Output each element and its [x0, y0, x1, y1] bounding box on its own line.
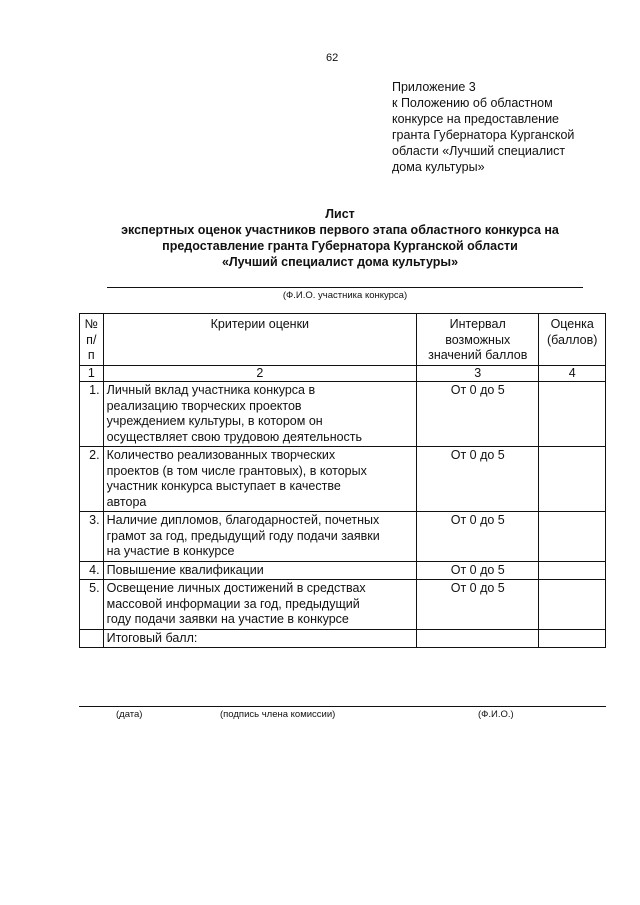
- total-interval-cell: [417, 629, 539, 648]
- signature-line[interactable]: [79, 706, 606, 707]
- row-interval: От 0 до 5: [417, 382, 539, 447]
- row-number: 4.: [80, 561, 104, 580]
- row-criteria: Освещение личных достижений в средствах массовой информации за год, предыдущий году подачи заявки на участие в конкурсе: [103, 580, 416, 630]
- index-cell: 4: [539, 365, 606, 382]
- appendix-line: гранта Губернатора Курганской: [392, 128, 575, 142]
- total-row: [80, 629, 606, 648]
- row-interval: От 0 до 5: [417, 561, 539, 580]
- title-line: Лист: [325, 207, 355, 221]
- index-cell: 2: [103, 365, 416, 382]
- row-score-cell[interactable]: [539, 382, 606, 447]
- appendix-note: [392, 79, 622, 175]
- date-caption: (дата): [116, 709, 143, 720]
- row-criteria: Личный вклад участника конкурса в реализацию творческих проектов учреждением культуры, в котором он осуществляет свою трудовою деятельность: [103, 382, 416, 447]
- name-caption: (Ф.И.О.): [478, 709, 514, 720]
- total-score-cell[interactable]: [539, 629, 606, 648]
- row-criteria: Наличие дипломов, благодарностей, почетных грамот за год, предыдущий году подачи заявки на участие в конкурсе: [103, 512, 416, 562]
- signature-caption: (подпись члена комиссии): [220, 709, 336, 720]
- appendix-line: к Положению об областном: [392, 96, 553, 110]
- appendix-line: дома культуры»: [392, 160, 485, 174]
- table-row: [80, 382, 606, 447]
- title-line: экспертных оценок участников первого этапа областного конкурса на: [121, 223, 559, 237]
- appendix-line: Приложение 3: [392, 80, 476, 94]
- row-score-cell[interactable]: [539, 512, 606, 562]
- row-criteria: Количество реализованных творческих проектов (в том числе грантовых), в которых участник конкурса выступает в качестве автора: [103, 447, 416, 512]
- appendix-line: области «Лучший специалист: [392, 144, 566, 158]
- row-number: 1.: [80, 382, 104, 447]
- row-score-cell[interactable]: [539, 561, 606, 580]
- participant-name-line[interactable]: [107, 287, 583, 288]
- header-score: Оценка (баллов): [539, 314, 606, 366]
- page-number: 62: [326, 52, 339, 64]
- table-header-row: [80, 314, 606, 366]
- header-criteria: Критерии оценки: [103, 314, 416, 366]
- table-row: [80, 512, 606, 562]
- row-score-cell[interactable]: [539, 580, 606, 630]
- row-interval: От 0 до 5: [417, 580, 539, 630]
- table-row: [80, 447, 606, 512]
- row-score-cell[interactable]: [539, 447, 606, 512]
- total-label: Итоговый балл:: [103, 629, 416, 648]
- row-interval: От 0 до 5: [417, 512, 539, 562]
- row-number: 2.: [80, 447, 104, 512]
- appendix-line: конкурсе на предоставление: [392, 112, 560, 126]
- criteria-table: [79, 313, 606, 648]
- total-blank-cell: [80, 629, 104, 648]
- table-row: [80, 561, 606, 580]
- header-num: № п/п: [80, 314, 104, 366]
- row-interval: От 0 до 5: [417, 447, 539, 512]
- title-line: предоставление гранта Губернатора Курганской области: [162, 239, 518, 253]
- index-cell: 3: [417, 365, 539, 382]
- document-title: [70, 206, 610, 270]
- table-row: [80, 580, 606, 630]
- row-number: 3.: [80, 512, 104, 562]
- row-criteria: Повышение квалификации: [103, 561, 416, 580]
- table-index-row: [80, 365, 606, 382]
- row-number: 5.: [80, 580, 104, 630]
- title-line: «Лучший специалист дома культуры»: [221, 255, 459, 269]
- index-cell: 1: [80, 365, 104, 382]
- participant-caption: (Ф.И.О. участника конкурса): [282, 290, 408, 301]
- header-interval: Интервал возможных значений баллов: [417, 314, 539, 366]
